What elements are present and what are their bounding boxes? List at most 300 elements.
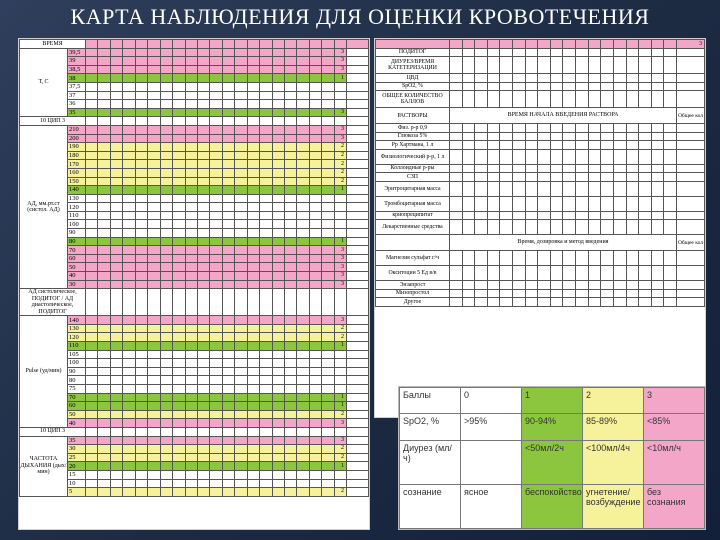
grid-cell[interactable]	[550, 220, 563, 235]
grid-cell[interactable]	[160, 263, 172, 272]
grid-cell[interactable]	[626, 164, 639, 173]
grid-cell[interactable]	[135, 316, 147, 325]
grid-cell[interactable]	[664, 57, 677, 74]
grid-cell[interactable]	[322, 419, 335, 428]
grid-cell[interactable]	[185, 333, 197, 342]
grid-cell[interactable]	[222, 125, 234, 134]
grid-cell[interactable]	[297, 177, 309, 186]
grid-cell[interactable]	[135, 91, 147, 100]
grid-cell[interactable]	[487, 74, 500, 83]
grid-cell[interactable]	[235, 203, 247, 212]
grid-cell[interactable]	[601, 40, 614, 49]
grid-cell[interactable]	[222, 410, 234, 419]
grid-cell[interactable]	[247, 246, 259, 255]
grid-cell[interactable]	[110, 48, 122, 57]
grid-cell[interactable]	[110, 151, 122, 160]
grid-cell[interactable]	[160, 211, 172, 220]
grid-cell[interactable]	[173, 376, 185, 385]
grid-cell[interactable]	[210, 410, 222, 419]
grid-cell[interactable]	[185, 462, 197, 471]
grid-cell[interactable]	[135, 151, 147, 160]
grid-cell[interactable]	[272, 479, 284, 488]
grid-cell[interactable]	[222, 419, 234, 428]
grid-cell[interactable]	[173, 402, 185, 411]
grid-cell[interactable]	[86, 220, 98, 229]
grid-cell[interactable]	[297, 402, 309, 411]
grid-cell[interactable]	[135, 254, 147, 263]
grid-cell[interactable]	[260, 402, 272, 411]
grid-cell[interactable]	[297, 324, 309, 333]
grid-cell[interactable]	[525, 251, 538, 266]
grid-cell[interactable]	[500, 48, 513, 57]
grid-cell[interactable]	[576, 289, 589, 298]
grid-cell[interactable]	[550, 124, 563, 133]
grid-cell[interactable]	[197, 229, 209, 238]
grid-cell[interactable]	[297, 237, 309, 246]
grid-cell[interactable]	[563, 298, 576, 307]
grid-cell[interactable]	[450, 74, 463, 83]
grid-cell[interactable]	[613, 220, 626, 235]
grid-cell[interactable]	[185, 57, 197, 66]
grid-cell[interactable]	[576, 124, 589, 133]
grid-cell[interactable]	[260, 376, 272, 385]
grid-cell[interactable]	[309, 436, 321, 445]
grid-cell[interactable]	[222, 117, 234, 126]
grid-cell[interactable]	[173, 419, 185, 428]
grid-cell[interactable]	[247, 280, 259, 289]
grid-cell[interactable]	[86, 384, 98, 393]
grid-cell[interactable]	[550, 91, 563, 108]
grid-cell[interactable]	[588, 266, 601, 281]
grid-cell[interactable]	[285, 263, 297, 272]
grid-cell[interactable]	[185, 350, 197, 359]
grid-cell[interactable]	[260, 453, 272, 462]
grid-cell[interactable]	[148, 384, 160, 393]
grid-cell[interactable]	[160, 470, 172, 479]
grid-cell[interactable]	[450, 141, 463, 150]
grid-cell[interactable]	[148, 168, 160, 177]
grid-cell[interactable]	[272, 48, 284, 57]
grid-cell[interactable]	[487, 57, 500, 74]
grid-cell[interactable]	[576, 173, 589, 182]
grid-cell[interactable]	[500, 82, 513, 91]
grid-cell[interactable]	[210, 359, 222, 368]
grid-cell[interactable]	[588, 57, 601, 74]
grid-cell[interactable]	[285, 419, 297, 428]
grid-cell[interactable]	[210, 177, 222, 186]
grid-cell[interactable]	[322, 367, 335, 376]
grid-cell[interactable]	[123, 220, 135, 229]
grid-cell[interactable]	[626, 40, 639, 49]
grid-cell[interactable]	[135, 168, 147, 177]
grid-cell[interactable]	[222, 100, 234, 109]
grid-cell[interactable]	[135, 160, 147, 169]
grid-cell[interactable]	[450, 173, 463, 182]
grid-cell[interactable]	[260, 316, 272, 325]
grid-cell[interactable]	[550, 74, 563, 83]
grid-cell[interactable]	[297, 134, 309, 143]
grid-cell[interactable]	[450, 124, 463, 133]
grid-cell[interactable]	[272, 410, 284, 419]
grid-cell[interactable]	[197, 203, 209, 212]
grid-cell[interactable]	[185, 246, 197, 255]
grid-cell[interactable]	[588, 211, 601, 220]
grid-cell[interactable]	[639, 149, 652, 164]
grid-cell[interactable]	[148, 470, 160, 479]
grid-cell[interactable]	[260, 237, 272, 246]
grid-cell[interactable]	[148, 57, 160, 66]
grid-cell[interactable]	[235, 57, 247, 66]
grid-cell[interactable]	[235, 272, 247, 281]
grid-cell[interactable]	[285, 453, 297, 462]
grid-cell[interactable]	[513, 181, 526, 196]
grid-cell[interactable]	[626, 181, 639, 196]
grid-cell[interactable]	[260, 211, 272, 220]
grid-cell[interactable]	[135, 177, 147, 186]
grid-cell[interactable]	[500, 281, 513, 290]
grid-cell[interactable]	[297, 91, 309, 100]
grid-cell[interactable]	[197, 246, 209, 255]
grid-cell[interactable]	[500, 211, 513, 220]
grid-cell[interactable]	[475, 48, 488, 57]
grid-cell[interactable]	[664, 211, 677, 220]
grid-cell[interactable]	[222, 289, 234, 316]
grid-cell[interactable]	[285, 254, 297, 263]
grid-cell[interactable]	[160, 177, 172, 186]
grid-cell[interactable]	[260, 436, 272, 445]
grid-cell[interactable]	[285, 91, 297, 100]
grid-cell[interactable]	[513, 124, 526, 133]
grid-cell[interactable]	[173, 342, 185, 351]
grid-cell[interactable]	[98, 462, 110, 471]
grid-cell[interactable]	[309, 410, 321, 419]
grid-cell[interactable]	[309, 419, 321, 428]
grid-cell[interactable]	[322, 134, 335, 143]
grid-cell[interactable]	[160, 237, 172, 246]
grid-cell[interactable]	[210, 419, 222, 428]
grid-cell[interactable]	[247, 186, 259, 195]
grid-cell[interactable]	[197, 57, 209, 66]
grid-cell[interactable]	[110, 393, 122, 402]
grid-cell[interactable]	[173, 393, 185, 402]
grid-cell[interactable]	[588, 141, 601, 150]
grid-cell[interactable]	[197, 151, 209, 160]
grid-cell[interactable]	[550, 40, 563, 49]
grid-cell[interactable]	[613, 266, 626, 281]
grid-cell[interactable]	[285, 427, 297, 436]
grid-cell[interactable]	[98, 488, 110, 497]
grid-cell[interactable]	[613, 181, 626, 196]
grid-cell[interactable]	[639, 91, 652, 108]
grid-cell[interactable]	[123, 342, 135, 351]
grid-cell[interactable]	[148, 220, 160, 229]
grid-cell[interactable]	[322, 342, 335, 351]
grid-cell[interactable]	[576, 164, 589, 173]
grid-cell[interactable]	[260, 57, 272, 66]
grid-cell[interactable]	[173, 237, 185, 246]
grid-cell[interactable]	[148, 367, 160, 376]
grid-cell[interactable]	[222, 108, 234, 117]
grid-cell[interactable]	[487, 211, 500, 220]
grid-cell[interactable]	[185, 488, 197, 497]
grid-cell[interactable]	[173, 177, 185, 186]
grid-cell[interactable]	[651, 298, 664, 307]
grid-cell[interactable]	[160, 143, 172, 152]
grid-cell[interactable]	[98, 203, 110, 212]
grid-cell[interactable]	[123, 246, 135, 255]
grid-cell[interactable]	[626, 149, 639, 164]
grid-cell[interactable]	[285, 229, 297, 238]
grid-cell[interactable]	[86, 453, 98, 462]
grid-cell[interactable]	[222, 177, 234, 186]
grid-cell[interactable]	[475, 196, 488, 211]
grid-cell[interactable]	[309, 211, 321, 220]
grid-cell[interactable]	[98, 48, 110, 57]
grid-cell[interactable]	[222, 470, 234, 479]
grid-cell[interactable]	[86, 194, 98, 203]
grid-cell[interactable]	[235, 125, 247, 134]
grid-cell[interactable]	[260, 324, 272, 333]
grid-cell[interactable]	[550, 289, 563, 298]
grid-cell[interactable]	[247, 48, 259, 57]
grid-cell[interactable]	[197, 134, 209, 143]
grid-cell[interactable]	[538, 57, 551, 74]
grid-cell[interactable]	[651, 181, 664, 196]
grid-cell[interactable]	[135, 453, 147, 462]
grid-cell[interactable]	[309, 168, 321, 177]
grid-cell[interactable]	[538, 220, 551, 235]
grid-cell[interactable]	[197, 65, 209, 74]
grid-cell[interactable]	[197, 453, 209, 462]
grid-cell[interactable]	[135, 384, 147, 393]
grid-cell[interactable]	[462, 82, 475, 91]
grid-cell[interactable]	[123, 479, 135, 488]
grid-cell[interactable]	[601, 173, 614, 182]
grid-cell[interactable]	[285, 342, 297, 351]
grid-cell[interactable]	[588, 149, 601, 164]
grid-cell[interactable]	[197, 91, 209, 100]
grid-cell[interactable]	[487, 141, 500, 150]
grid-cell[interactable]	[222, 359, 234, 368]
grid-cell[interactable]	[160, 402, 172, 411]
grid-cell[interactable]	[626, 220, 639, 235]
grid-cell[interactable]	[475, 298, 488, 307]
grid-cell[interactable]	[297, 462, 309, 471]
grid-cell[interactable]	[475, 40, 488, 49]
grid-cell[interactable]	[135, 82, 147, 91]
grid-cell[interactable]	[297, 186, 309, 195]
grid-cell[interactable]	[148, 194, 160, 203]
grid-cell[interactable]	[98, 211, 110, 220]
grid-cell[interactable]	[123, 254, 135, 263]
grid-cell[interactable]	[148, 48, 160, 57]
grid-cell[interactable]	[309, 462, 321, 471]
grid-cell[interactable]	[500, 173, 513, 182]
grid-cell[interactable]	[322, 246, 335, 255]
grid-cell[interactable]	[160, 186, 172, 195]
grid-cell[interactable]	[210, 151, 222, 160]
grid-cell[interactable]	[297, 393, 309, 402]
grid-cell[interactable]	[513, 266, 526, 281]
grid-cell[interactable]	[86, 168, 98, 177]
grid-cell[interactable]	[272, 246, 284, 255]
grid-cell[interactable]	[500, 124, 513, 133]
grid-cell[interactable]	[173, 143, 185, 152]
grid-cell[interactable]	[110, 280, 122, 289]
grid-cell[interactable]	[247, 342, 259, 351]
grid-cell[interactable]	[86, 211, 98, 220]
grid-cell[interactable]	[272, 108, 284, 117]
grid-cell[interactable]	[110, 237, 122, 246]
time-cell[interactable]	[135, 40, 147, 49]
grid-cell[interactable]	[588, 281, 601, 290]
grid-cell[interactable]	[450, 149, 463, 164]
grid-cell[interactable]	[110, 453, 122, 462]
grid-cell[interactable]	[563, 48, 576, 57]
grid-cell[interactable]	[651, 196, 664, 211]
grid-cell[interactable]	[185, 453, 197, 462]
grid-cell[interactable]	[297, 57, 309, 66]
grid-cell[interactable]	[450, 48, 463, 57]
grid-cell[interactable]	[563, 82, 576, 91]
grid-cell[interactable]	[98, 359, 110, 368]
grid-cell[interactable]	[272, 100, 284, 109]
grid-cell[interactable]	[322, 91, 335, 100]
grid-cell[interactable]	[235, 194, 247, 203]
grid-cell[interactable]	[664, 40, 677, 49]
grid-cell[interactable]	[285, 384, 297, 393]
grid-cell[interactable]	[285, 488, 297, 497]
grid-cell[interactable]	[260, 350, 272, 359]
grid-cell[interactable]	[135, 220, 147, 229]
grid-cell[interactable]	[210, 402, 222, 411]
grid-cell[interactable]	[487, 91, 500, 108]
grid-cell[interactable]	[601, 132, 614, 141]
grid-cell[interactable]	[123, 402, 135, 411]
grid-cell[interactable]	[148, 359, 160, 368]
grid-cell[interactable]	[173, 229, 185, 238]
grid-cell[interactable]	[185, 203, 197, 212]
grid-cell[interactable]	[86, 470, 98, 479]
grid-cell[interactable]	[135, 272, 147, 281]
grid-cell[interactable]	[110, 333, 122, 342]
grid-cell[interactable]	[309, 316, 321, 325]
grid-cell[interactable]	[613, 91, 626, 108]
grid-cell[interactable]	[538, 91, 551, 108]
grid-cell[interactable]	[135, 117, 147, 126]
grid-cell[interactable]	[222, 436, 234, 445]
grid-cell[interactable]	[322, 254, 335, 263]
grid-cell[interactable]	[247, 100, 259, 109]
grid-cell[interactable]	[260, 91, 272, 100]
grid-cell[interactable]	[86, 402, 98, 411]
grid-cell[interactable]	[197, 342, 209, 351]
grid-cell[interactable]	[309, 229, 321, 238]
grid-cell[interactable]	[110, 367, 122, 376]
grid-cell[interactable]	[210, 427, 222, 436]
grid-cell[interactable]	[538, 132, 551, 141]
grid-cell[interactable]	[210, 57, 222, 66]
grid-cell[interactable]	[173, 48, 185, 57]
grid-cell[interactable]	[222, 203, 234, 212]
grid-cell[interactable]	[285, 82, 297, 91]
grid-cell[interactable]	[135, 479, 147, 488]
grid-cell[interactable]	[576, 266, 589, 281]
grid-cell[interactable]	[148, 453, 160, 462]
grid-cell[interactable]	[235, 186, 247, 195]
grid-cell[interactable]	[538, 289, 551, 298]
grid-cell[interactable]	[247, 402, 259, 411]
grid-cell[interactable]	[173, 125, 185, 134]
grid-cell[interactable]	[260, 410, 272, 419]
grid-cell[interactable]	[86, 151, 98, 160]
grid-cell[interactable]	[297, 436, 309, 445]
grid-cell[interactable]	[538, 211, 551, 220]
grid-cell[interactable]	[210, 479, 222, 488]
grid-cell[interactable]	[322, 280, 335, 289]
grid-cell[interactable]	[160, 91, 172, 100]
grid-cell[interactable]	[588, 91, 601, 108]
grid-cell[interactable]	[322, 125, 335, 134]
grid-cell[interactable]	[173, 65, 185, 74]
grid-cell[interactable]	[148, 117, 160, 126]
grid-cell[interactable]	[639, 82, 652, 91]
grid-cell[interactable]	[297, 254, 309, 263]
grid-cell[interactable]	[450, 82, 463, 91]
grid-cell[interactable]	[148, 272, 160, 281]
grid-cell[interactable]	[185, 65, 197, 74]
grid-cell[interactable]	[110, 203, 122, 212]
grid-cell[interactable]	[173, 168, 185, 177]
grid-cell[interactable]	[210, 254, 222, 263]
grid-cell[interactable]	[110, 134, 122, 143]
grid-cell[interactable]	[247, 91, 259, 100]
grid-cell[interactable]	[247, 168, 259, 177]
grid-cell[interactable]	[210, 350, 222, 359]
grid-cell[interactable]	[148, 203, 160, 212]
grid-cell[interactable]	[664, 149, 677, 164]
grid-cell[interactable]	[513, 57, 526, 74]
grid-cell[interactable]	[123, 445, 135, 454]
grid-cell[interactable]	[322, 462, 335, 471]
grid-cell[interactable]	[110, 376, 122, 385]
grid-cell[interactable]	[309, 160, 321, 169]
grid-cell[interactable]	[322, 272, 335, 281]
grid-cell[interactable]	[160, 350, 172, 359]
grid-cell[interactable]	[513, 220, 526, 235]
grid-cell[interactable]	[322, 436, 335, 445]
grid-cell[interactable]	[309, 117, 321, 126]
grid-cell[interactable]	[285, 479, 297, 488]
grid-cell[interactable]	[613, 74, 626, 83]
grid-cell[interactable]	[563, 211, 576, 220]
grid-cell[interactable]	[260, 186, 272, 195]
grid-cell[interactable]	[297, 151, 309, 160]
grid-cell[interactable]	[135, 470, 147, 479]
grid-cell[interactable]	[487, 220, 500, 235]
grid-cell[interactable]	[148, 134, 160, 143]
grid-cell[interactable]	[297, 143, 309, 152]
grid-cell[interactable]	[185, 229, 197, 238]
grid-cell[interactable]	[123, 194, 135, 203]
grid-cell[interactable]	[197, 108, 209, 117]
grid-cell[interactable]	[110, 108, 122, 117]
grid-cell[interactable]	[135, 376, 147, 385]
grid-cell[interactable]	[475, 82, 488, 91]
grid-cell[interactable]	[462, 74, 475, 83]
grid-cell[interactable]	[487, 48, 500, 57]
grid-cell[interactable]	[272, 419, 284, 428]
